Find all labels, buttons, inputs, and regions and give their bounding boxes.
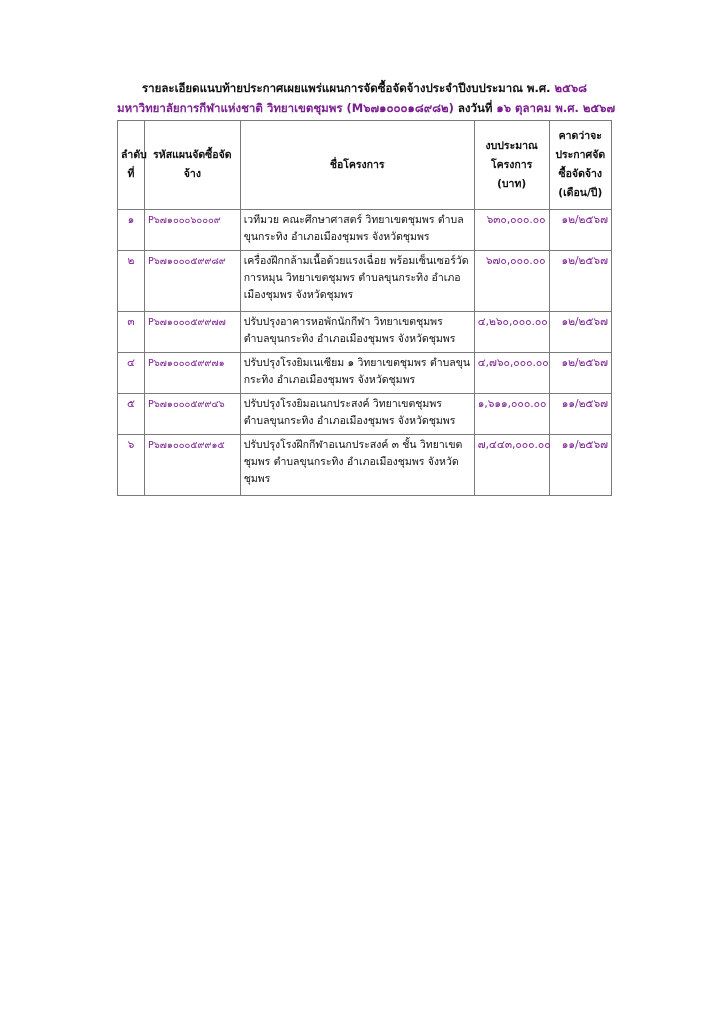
table-row bbox=[118, 394, 612, 435]
title-text: รายละเอียดแนบท้ายประกาศเผยแพร่แผนการจัดซื้อจัดจ้างประจำปีงบประมาณ พ.ศ. bbox=[141, 81, 551, 95]
procurement-plan-table bbox=[117, 120, 612, 496]
row-budget: ๖๓๐,๐๐๐.๐๐ bbox=[474, 210, 549, 251]
row-code: P๖๗๑๐๐๐๕๙๙๘๙ bbox=[145, 251, 241, 312]
row-seq: ๓ bbox=[118, 312, 145, 353]
row-code: P๖๗๑๐๐๐๕๙๙๗๗ bbox=[145, 312, 241, 353]
row-name: ปรับปรุงโรงฝึกกีฬาอเนกประสงค์ ๓ ชั้น วิทยาเขตชุมพร ตำบลขุนกระทิง อำเภอเมืองชุมพร จังหวัดชุมพร bbox=[240, 435, 474, 496]
row-name: เวทีมวย คณะศึกษาศาสตร์ วิทยาเขตชุมพร ตำบลขุนกระทิง อำเภอเมืองชุมพร จังหวัดชุมพร bbox=[240, 210, 474, 251]
table-row bbox=[118, 353, 612, 394]
column-header-name: ชื่อโครงการ bbox=[240, 121, 474, 210]
column-header-expected: คาดว่าจะประกาศจัดซื้อจัดจ้าง (เดือน/ปี) bbox=[549, 121, 611, 210]
row-code: P๖๗๑๐๐๐๕๙๙๗๑ bbox=[145, 353, 241, 394]
column-header-budget: งบประมาณโครงการ (บาท) bbox=[474, 121, 549, 210]
row-code: P๖๗๑๐๐๐๕๙๙๑๕ bbox=[145, 435, 241, 496]
row-name: ปรับปรุงอาคารหอพักนักกีฬา วิทยาเขตชุมพร ตำบลขุนกระทิง อำเภอเมืองชุมพร จังหวัดชุมพร bbox=[240, 312, 474, 353]
row-name: เครื่องฝึกกล้ามเนื้อด้วยแรงเฉื่อย พร้อมเซ็นเซอร์วัดการหมุน วิทยาเขตชุมพร ตำบลขุนกระทิง อำเภอเมืองชุมพร จังหวัดชุมพร bbox=[240, 251, 474, 312]
row-budget: ๖๗๐,๐๐๐.๐๐ bbox=[474, 251, 549, 312]
row-expected: ๑๒/๒๕๖๗ bbox=[549, 210, 611, 251]
document-title-line-1 bbox=[117, 80, 612, 96]
row-seq: ๕ bbox=[118, 394, 145, 435]
row-expected: ๑๒/๒๕๖๗ bbox=[549, 251, 611, 312]
table-row bbox=[118, 251, 612, 312]
row-seq: ๑ bbox=[118, 210, 145, 251]
table-header-row bbox=[118, 121, 612, 210]
row-budget: ๑,๖๑๑,๐๐๐.๐๐ bbox=[474, 394, 549, 435]
row-budget: ๔,๒๖๐,๐๐๐.๐๐ bbox=[474, 312, 549, 353]
row-code: P๖๗๑๐๐๐๖๐๐๐๙ bbox=[145, 210, 241, 251]
table-row bbox=[118, 312, 612, 353]
row-budget: ๔,๗๖๐,๐๐๐.๐๐ bbox=[474, 353, 549, 394]
announcement-date: ๑๖ ตุลาคม พ.ศ. ๒๕๖๗ bbox=[496, 101, 616, 115]
row-seq: ๒ bbox=[118, 251, 145, 312]
announcement-code: (M๖๗๑๐๐๐๑๘๙๘๒) bbox=[346, 101, 454, 115]
column-header-seq: ลำดับที่ bbox=[118, 121, 145, 210]
table-row bbox=[118, 210, 612, 251]
row-expected: ๑๒/๒๕๖๗ bbox=[549, 312, 611, 353]
row-seq: ๔ bbox=[118, 353, 145, 394]
row-name: ปรับปรุงโรงยิมเนเซียม ๑ วิทยาเขตชุมพร ตำบลขุนกระทิง อำเภอเมืองชุมพร จังหวัดชุมพร bbox=[240, 353, 474, 394]
table-row bbox=[118, 435, 612, 496]
row-seq: ๖ bbox=[118, 435, 145, 496]
organization-name: มหาวิทยาลัยการกีฬาแห่งชาติ วิทยาเขตชุมพร bbox=[117, 101, 343, 115]
row-expected: ๑๑/๒๕๖๗ bbox=[549, 435, 611, 496]
document-title-line-2 bbox=[117, 100, 616, 116]
fiscal-year: ๒๕๖๘ bbox=[554, 81, 587, 95]
date-label: ลงวันที่ bbox=[457, 101, 493, 115]
row-code: P๖๗๑๐๐๐๕๙๙๔๖ bbox=[145, 394, 241, 435]
column-header-code: รหัสแผนจัดซื้อจัดจ้าง bbox=[145, 121, 241, 210]
row-expected: ๑๒/๒๕๖๗ bbox=[549, 353, 611, 394]
row-name: ปรับปรุงโรงยิมอเนกประสงค์ วิทยาเขตชุมพร ตำบลขุนกระทิง อำเภอเมืองชุมพร จังหวัดชุมพร bbox=[240, 394, 474, 435]
row-expected: ๑๑/๒๕๖๗ bbox=[549, 394, 611, 435]
row-budget: ๗,๔๔๓,๐๐๐.๐๐ bbox=[474, 435, 549, 496]
